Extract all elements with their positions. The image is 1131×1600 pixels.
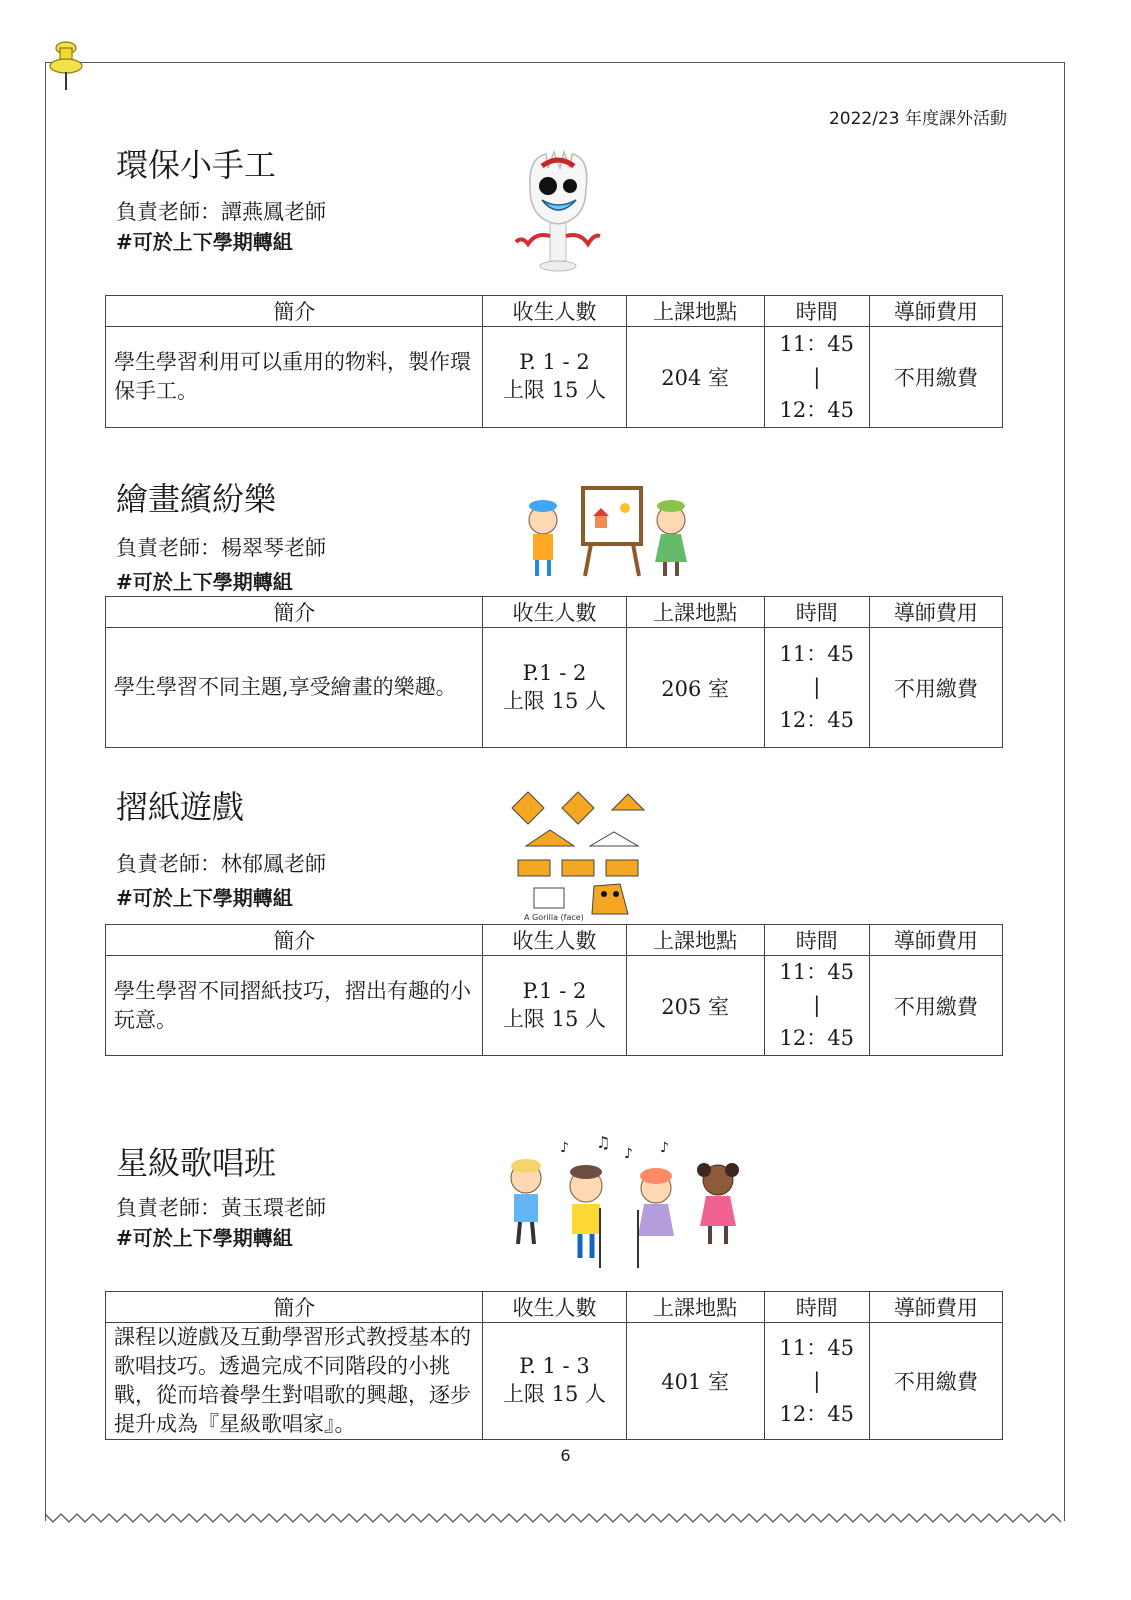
enrollment-cell — [483, 628, 626, 748]
document-header: 2022/23 年度課外活動 — [828, 109, 1007, 129]
activity-table — [105, 596, 1003, 748]
fee-cell: 不用繳費 — [869, 1323, 1002, 1440]
transfer-note: #可於上下學期轉組 — [116, 1226, 293, 1250]
teacher-name: 負責老師：楊翠琴老師 — [116, 536, 326, 560]
svg-text:♪: ♪ — [624, 1146, 633, 1162]
time-start: 11：45 — [779, 642, 854, 666]
time-separator: | — [813, 993, 821, 1017]
enrollment-cell — [483, 1323, 626, 1440]
fee-cell: 不用繳費 — [869, 956, 1002, 1056]
quota: 上限 15 人 — [502, 688, 607, 713]
time-cell — [764, 956, 869, 1056]
time-separator: | — [813, 364, 821, 389]
page-number: 6 — [560, 1446, 571, 1465]
enrollment-cell — [483, 956, 626, 1056]
grade-range: P. 1 - 2 — [519, 350, 590, 374]
header-enrollment: 收生人數 — [483, 925, 626, 956]
svg-text:♫: ♫ — [596, 1136, 611, 1152]
svg-text:♪: ♪ — [560, 1140, 569, 1156]
header-fee: 導師費用 — [869, 925, 1002, 956]
header-location: 上課地點 — [626, 1292, 764, 1323]
header-fee: 導師費用 — [869, 1292, 1002, 1323]
teacher-name: 負責老師：黃玉環老師 — [116, 1196, 326, 1220]
activity-title: 環保小手工 — [116, 146, 277, 184]
header-intro: 簡介 — [106, 296, 483, 327]
zigzag-bottom-edge — [45, 1510, 1065, 1526]
activity-table — [105, 1291, 1003, 1440]
time-separator: | — [813, 675, 821, 699]
painting-kids-illustration — [505, 480, 705, 580]
singing-kids-illustration — [496, 1136, 756, 1276]
time-start: 11：45 — [779, 331, 854, 356]
grade-range: P.1 - 2 — [522, 978, 587, 1003]
activity-table — [105, 295, 1003, 428]
header-intro: 簡介 — [106, 925, 483, 956]
activity-table — [105, 924, 1003, 1056]
header-enrollment: 收生人數 — [483, 296, 626, 327]
enrollment-cell — [483, 327, 626, 428]
room-cell: 401 室 — [626, 1323, 764, 1440]
header-time: 時間 — [764, 296, 869, 327]
quota: 上限 15 人 — [502, 378, 607, 402]
time-end: 12：45 — [779, 397, 854, 422]
time-start: 11：45 — [779, 1335, 854, 1360]
time-separator: | — [813, 1368, 821, 1393]
header-location: 上課地點 — [626, 296, 764, 327]
activity-description: 課程以遊戲及互動學習形式教授基本的歌唱技巧。透過完成不同階段的小挑戰，從而培養學生對唱歌的興趣，逐步提升成為『星級歌唱家』。 — [106, 1323, 483, 1440]
activity-description: 學生學習利用可以重用的物料，製作環保手工。 — [106, 327, 483, 428]
time-cell — [764, 1323, 869, 1440]
time-end: 12：45 — [779, 1401, 854, 1426]
header-time: 時間 — [764, 597, 869, 628]
time-end: 12：45 — [779, 1026, 854, 1050]
grade-range: P. 1 - 3 — [519, 1354, 590, 1378]
header-time: 時間 — [764, 925, 869, 956]
header-location: 上課地點 — [626, 597, 764, 628]
header-intro: 簡介 — [106, 1292, 483, 1323]
header-location: 上課地點 — [626, 925, 764, 956]
teacher-name: 負責老師：譚燕鳳老師 — [116, 200, 326, 224]
time-cell — [764, 327, 869, 428]
activity-title: 星級歌唱班 — [116, 1144, 277, 1182]
room-cell: 204 室 — [626, 327, 764, 428]
room-cell: 206 室 — [626, 628, 764, 748]
forky-toy-illustration — [508, 148, 608, 276]
svg-text:♪: ♪ — [660, 1140, 669, 1156]
pushpin-icon — [48, 40, 84, 92]
origami-steps-illustration — [510, 788, 650, 922]
time-cell — [764, 628, 869, 748]
fee-cell: 不用繳費 — [869, 327, 1002, 428]
quota: 上限 15 人 — [502, 1382, 607, 1406]
header-intro: 簡介 — [106, 597, 483, 628]
activity-description: 學生學習不同主題,享受繪畫的樂趣。 — [106, 628, 483, 748]
fee-cell: 不用繳費 — [869, 628, 1002, 748]
grade-range: P.1 - 2 — [522, 660, 587, 685]
activity-description: 學生學習不同摺紙技巧，摺出有趣的小玩意。 — [106, 956, 483, 1056]
header-enrollment: 收生人數 — [483, 1292, 626, 1323]
activity-title: 摺紙遊戲 — [116, 788, 245, 826]
teacher-name: 負責老師：林郁鳳老師 — [116, 852, 326, 876]
quota: 上限 15 人 — [502, 1006, 607, 1031]
header-time: 時間 — [764, 1292, 869, 1323]
transfer-note: #可於上下學期轉組 — [116, 230, 293, 254]
activity-title: 繪畫繽紛樂 — [116, 480, 277, 518]
time-start: 11：45 — [779, 960, 854, 984]
transfer-note: #可於上下學期轉組 — [116, 886, 293, 910]
time-end: 12：45 — [779, 708, 854, 732]
origami-caption: A Gorilla (face) — [524, 913, 584, 922]
transfer-note: #可於上下學期轉組 — [116, 570, 293, 594]
header-fee: 導師費用 — [869, 296, 1002, 327]
header-enrollment: 收生人數 — [483, 597, 626, 628]
header-fee: 導師費用 — [869, 597, 1002, 628]
room-cell: 205 室 — [626, 956, 764, 1056]
